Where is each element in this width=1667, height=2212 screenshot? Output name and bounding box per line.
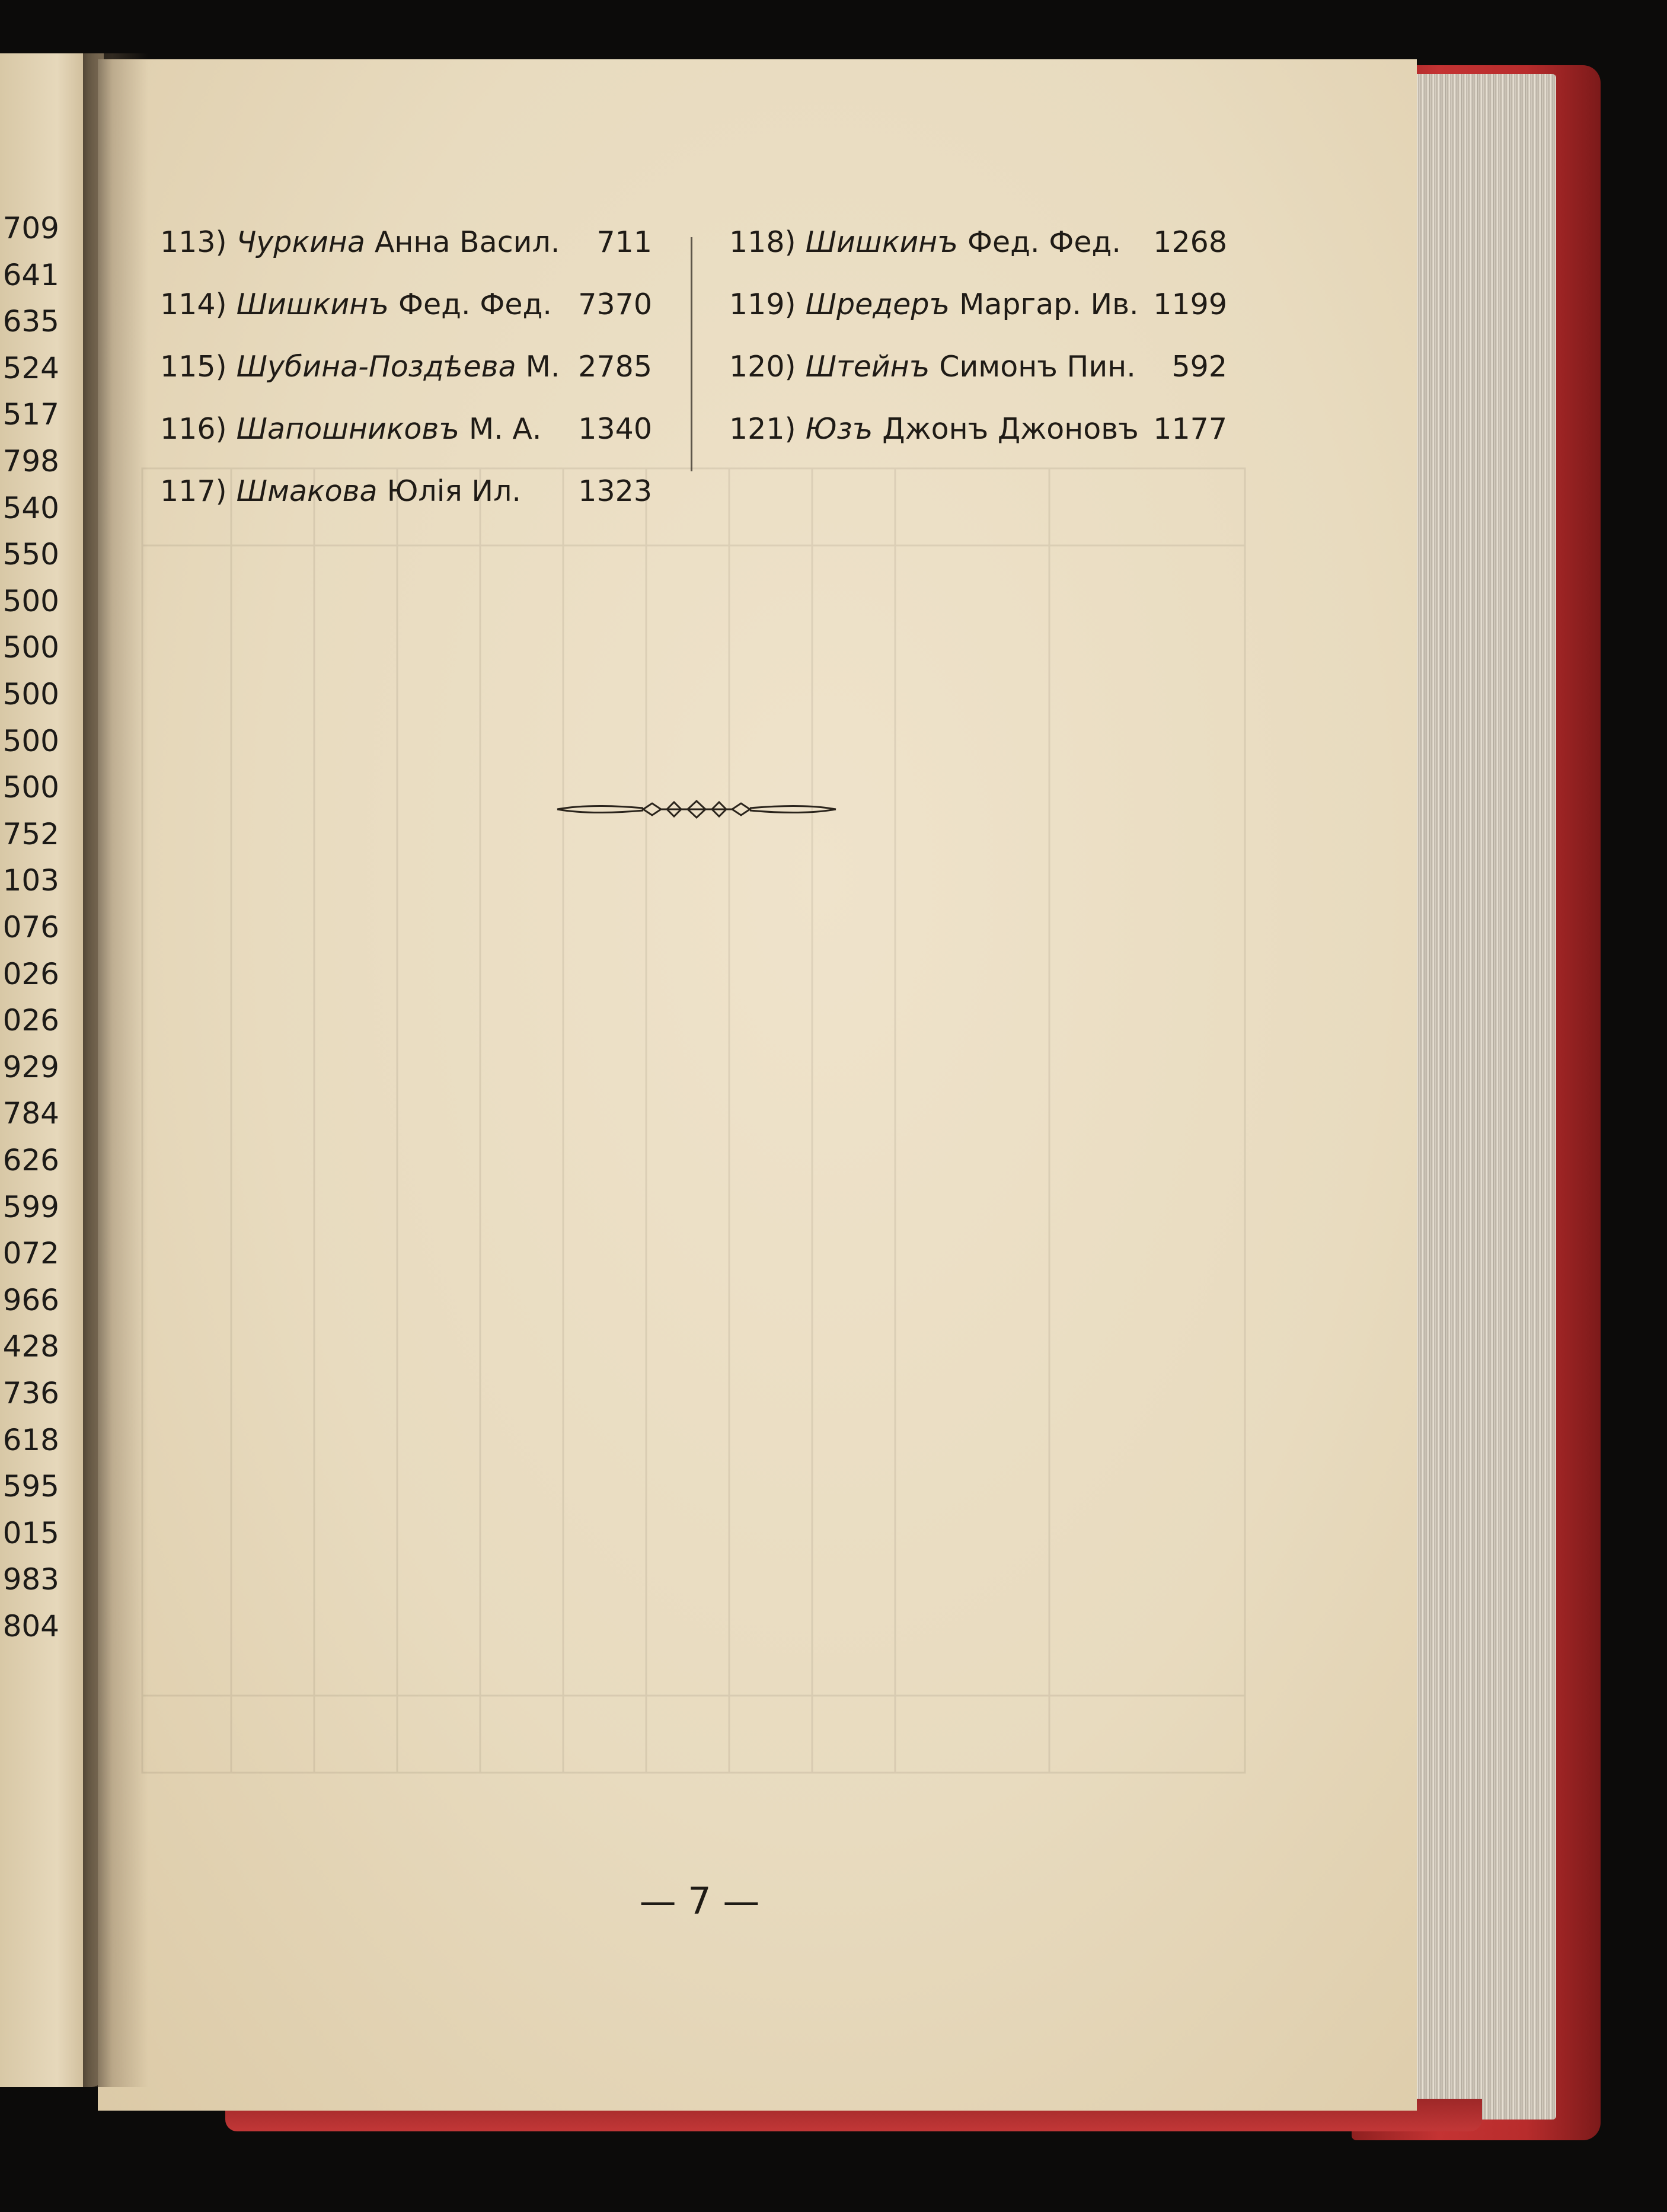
entry-surname: Штейнъ [805, 350, 930, 384]
entry-name: М. [525, 350, 560, 384]
entry-name: Джонъ Джоновъ [882, 412, 1139, 446]
entry-number: 711 [596, 225, 652, 259]
left-page-number: 784 [2, 1096, 59, 1131]
left-page-number: 966 [2, 1282, 59, 1317]
left-page-number: 015 [2, 1515, 59, 1550]
left-page-number: 103 [2, 863, 59, 898]
entry-number: 7370 [578, 288, 652, 321]
left-page-number: 752 [2, 816, 59, 851]
list-item [160, 350, 652, 412]
entry-surname: Шишкинъ [805, 225, 958, 259]
entry-number: 1340 [578, 412, 652, 446]
left-page-number: 500 [2, 770, 59, 805]
left-page-number: 595 [2, 1469, 59, 1504]
left-page-number: 026 [2, 1003, 59, 1038]
entry-name: Юлія Ил. [387, 474, 521, 508]
entry-index: 121) [729, 412, 796, 446]
left-page-number: 026 [2, 956, 59, 991]
entry-index: 115) [160, 350, 227, 384]
page-number: — 7 — [639, 1879, 760, 1923]
entry-surname: Шмакова [236, 474, 378, 508]
entry-index: 118) [729, 225, 796, 259]
left-page-number: 641 [2, 257, 59, 292]
entry-index: 119) [729, 288, 796, 321]
left-page-number: 736 [2, 1376, 59, 1410]
left-page-number: 618 [2, 1422, 59, 1457]
left-page-number: 428 [2, 1329, 59, 1364]
entry-index: 114) [160, 288, 227, 321]
left-page-number: 072 [2, 1236, 59, 1271]
entry-number: 1268 [1153, 225, 1227, 259]
left-page-number: 500 [2, 583, 59, 618]
list-item [160, 288, 652, 350]
entry-index: 116) [160, 412, 227, 446]
left-page-number: 517 [2, 397, 59, 432]
left-page-number: 804 [2, 1609, 59, 1643]
left-page-number: 929 [2, 1049, 59, 1084]
entry-number: 592 [1171, 350, 1227, 384]
left-page-number: 626 [2, 1143, 59, 1177]
entry-name: Маргар. Ив. [959, 288, 1139, 321]
left-page-number: 540 [2, 490, 59, 525]
entry-number: 1323 [578, 474, 652, 508]
entry-surname: Шубина-Поздѣева [236, 350, 516, 384]
left-page-number: 500 [2, 677, 59, 711]
bleed-through-table [136, 462, 1263, 1802]
left-page-number: 798 [2, 444, 59, 478]
left-page-number: 599 [2, 1189, 59, 1224]
left-page-number: 635 [2, 304, 59, 339]
entry-name: М. А. [468, 412, 542, 446]
entry-index: 113) [160, 225, 227, 259]
entry-surname: Шишкинъ [236, 288, 389, 321]
entries-left-column [160, 225, 652, 537]
entry-name: Симонъ Пин. [939, 350, 1136, 384]
entry-surname: Чуркина [236, 225, 365, 259]
left-page-number: 983 [2, 1562, 59, 1597]
entry-surname: Шапошниковъ [236, 412, 459, 446]
left-page-number: 500 [2, 723, 59, 758]
left-page-number: 524 [2, 350, 59, 385]
page-edges [1414, 74, 1556, 2120]
left-page-number: 076 [2, 910, 59, 944]
entry-index: 117) [160, 474, 227, 508]
left-page-number: 550 [2, 537, 59, 572]
list-item [729, 225, 1227, 288]
list-item [160, 412, 652, 474]
entry-number: 1177 [1153, 412, 1227, 446]
entry-name: Фед. Фед. [398, 288, 552, 321]
list-item [729, 288, 1227, 350]
list-item [160, 474, 652, 537]
entry-number: 2785 [578, 350, 652, 384]
entry-name: Фед. Фед. [967, 225, 1121, 259]
left-page-number: 709 [2, 211, 59, 245]
left-page-number: 500 [2, 630, 59, 665]
list-item [729, 412, 1227, 474]
list-item [160, 225, 652, 288]
entry-name: Анна Васил. [374, 225, 560, 259]
entry-number: 1199 [1153, 288, 1227, 321]
entries-right-column [729, 225, 1227, 474]
entry-index: 120) [729, 350, 796, 384]
ornament-divider-icon [554, 797, 839, 821]
entry-surname: Юзъ [805, 412, 873, 446]
list-item [729, 350, 1227, 412]
column-divider [691, 237, 692, 471]
entry-surname: Шредеръ [805, 288, 950, 321]
